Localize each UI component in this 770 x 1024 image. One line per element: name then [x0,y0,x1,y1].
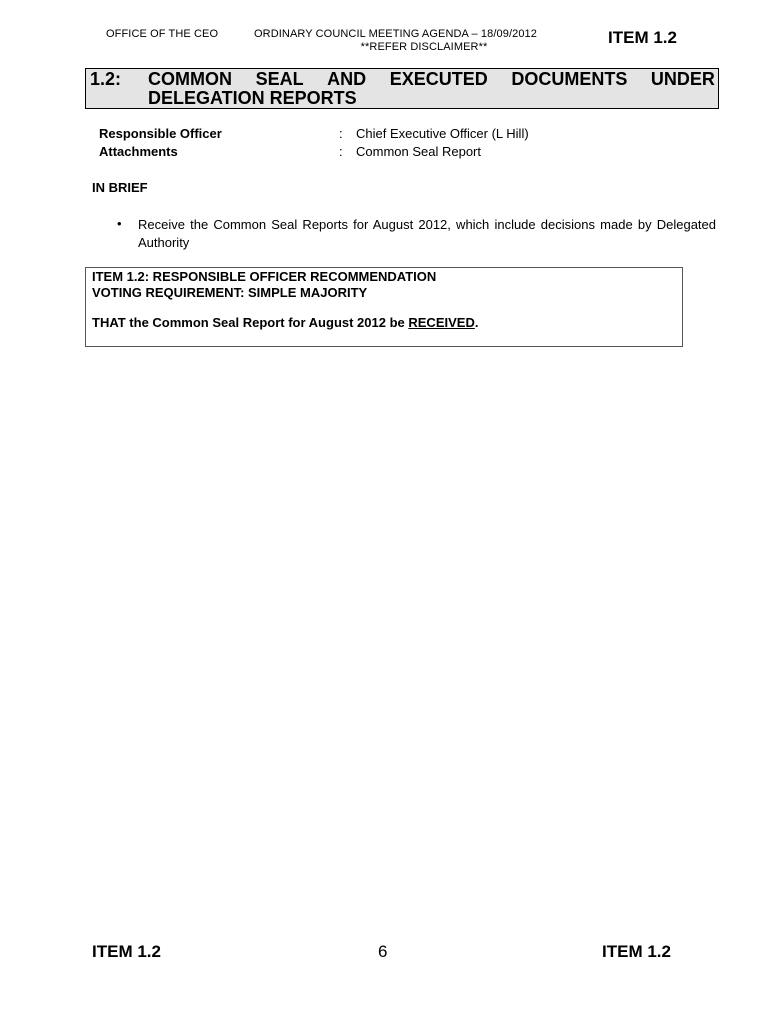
footer-item-right: ITEM 1.2 [602,942,671,961]
title-word: COMMON [148,69,232,89]
in-brief-text: Receive the Common Seal Reports for August 2012, which include decisions made by Delegated Authority [138,217,716,250]
voting-requirement: VOTING REQUIREMENT: SIMPLE MAJORITY [92,285,368,300]
title-word: AND [327,69,367,89]
attachments-label: Attachments [99,144,178,159]
recommendation-text-suffix: . [474,315,479,330]
recommendation-heading: ITEM 1.2: RESPONSIBLE OFFICER RECOMMENDATION [92,269,437,284]
attachments-value: Common Seal Report [356,144,481,159]
title-word: SEAL [255,69,304,89]
responsible-officer-label: Responsible Officer [99,126,222,141]
responsible-officer-colon: : [339,126,343,141]
bullet-icon: • [117,216,122,231]
title-word: UNDER [650,69,715,89]
header-agenda-title: ORDINARY COUNCIL MEETING AGENDA – 18/09/2012 [254,28,537,40]
responsible-officer-value: Chief Executive Officer (L Hill) [356,126,529,141]
recommendation-text-prefix: THAT the Common Seal Report for August 2012 be [92,315,409,330]
footer-page-number: 6 [378,942,388,961]
attachments-colon: : [339,144,343,159]
title-word: EXECUTED [389,69,488,89]
title-word: DOCUMENTS [511,69,628,89]
header-office: OFFICE OF THE CEO [106,28,219,40]
header-item-number: ITEM 1.2 [608,28,677,47]
in-brief-heading: IN BRIEF [92,180,148,195]
recommendation-received: RECEIVED [408,315,475,330]
header-agenda [254,28,554,54]
header-disclaimer: **REFER DISCLAIMER** [360,41,488,53]
title-number: 1.2: [90,69,122,89]
title-line-2: DELEGATION REPORTS [148,88,357,108]
recommendation-text [92,315,478,330]
title-line-1 [148,69,715,90]
footer-item-left: ITEM 1.2 [92,942,161,961]
